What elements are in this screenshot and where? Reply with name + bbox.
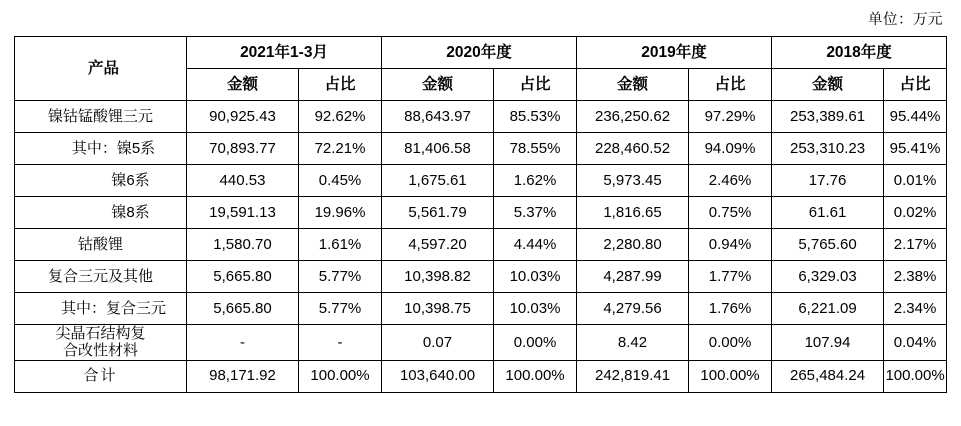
cell-ratio: 94.09% — [689, 133, 772, 165]
total-ratio: 100.00% — [884, 360, 947, 392]
cell-ratio: - — [299, 325, 382, 361]
cell-amount: 81,406.58 — [382, 133, 494, 165]
cell-amount: 236,250.62 — [577, 101, 689, 133]
row-label: 其中：镍5系 — [15, 133, 187, 165]
cell-ratio: 72.21% — [299, 133, 382, 165]
cell-amount: 440.53 — [187, 165, 299, 197]
total-ratio: 100.00% — [689, 360, 772, 392]
cell-amount: 5,665.80 — [187, 293, 299, 325]
cell-amount: 1,580.70 — [187, 229, 299, 261]
total-amount: 98,171.92 — [187, 360, 299, 392]
cell-amount: 0.07 — [382, 325, 494, 361]
cell-ratio: 5.77% — [299, 293, 382, 325]
cell-amount: 5,665.80 — [187, 261, 299, 293]
total-amount: 242,819.41 — [577, 360, 689, 392]
cell-ratio: 0.75% — [689, 197, 772, 229]
cell-amount: 70,893.77 — [187, 133, 299, 165]
header-amount-3: 金额 — [772, 69, 884, 101]
cell-amount: 6,329.03 — [772, 261, 884, 293]
cell-ratio: 0.04% — [884, 325, 947, 361]
cell-ratio: 95.44% — [884, 101, 947, 133]
cell-amount: 5,765.60 — [772, 229, 884, 261]
product-revenue-table — [14, 36, 947, 393]
cell-amount: 253,389.61 — [772, 101, 884, 133]
cell-ratio: 0.01% — [884, 165, 947, 197]
header-ratio-3: 占比 — [884, 69, 947, 101]
total-amount: 103,640.00 — [382, 360, 494, 392]
header-product-label: 产品 — [87, 59, 119, 77]
cell-amount: 6,221.09 — [772, 293, 884, 325]
cell-amount: 10,398.75 — [382, 293, 494, 325]
cell-ratio: 2.38% — [884, 261, 947, 293]
total-ratio: 100.00% — [494, 360, 577, 392]
cell-ratio: 0.00% — [689, 325, 772, 361]
table-row — [15, 165, 947, 197]
header-ratio-0: 占比 — [299, 69, 382, 101]
row-label: 镍钴锰酸锂三元 — [15, 101, 187, 133]
cell-amount: 1,675.61 — [382, 165, 494, 197]
cell-amount: 8.42 — [577, 325, 689, 361]
cell-amount: 4,279.56 — [577, 293, 689, 325]
cell-ratio: 92.62% — [299, 101, 382, 133]
cell-ratio: 78.55% — [494, 133, 577, 165]
header-row-periods — [15, 37, 947, 69]
cell-ratio: 10.03% — [494, 293, 577, 325]
header-period-1: 2020年度 — [382, 37, 577, 69]
cell-amount: 2,280.80 — [577, 229, 689, 261]
cell-ratio: 0.02% — [884, 197, 947, 229]
cell-ratio: 0.00% — [494, 325, 577, 361]
header-ratio-2: 占比 — [689, 69, 772, 101]
table-row — [15, 325, 947, 361]
financial-table-container — [14, 36, 946, 393]
cell-amount: - — [187, 325, 299, 361]
cell-amount: 19,591.13 — [187, 197, 299, 229]
cell-ratio: 2.34% — [884, 293, 947, 325]
table-row — [15, 229, 947, 261]
header-amount-2: 金额 — [577, 69, 689, 101]
cell-ratio: 97.29% — [689, 101, 772, 133]
cell-ratio: 5.37% — [494, 197, 577, 229]
cell-amount: 253,310.23 — [772, 133, 884, 165]
cell-ratio: 2.17% — [884, 229, 947, 261]
header-amount-1: 金额 — [382, 69, 494, 101]
table-row — [15, 261, 947, 293]
cell-amount: 17.76 — [772, 165, 884, 197]
cell-amount: 61.61 — [772, 197, 884, 229]
cell-ratio: 85.53% — [494, 101, 577, 133]
cell-amount: 5,561.79 — [382, 197, 494, 229]
header-period-2: 2019年度 — [577, 37, 772, 69]
table-row — [15, 133, 947, 165]
total-label: 合计 — [15, 360, 187, 392]
cell-ratio: 10.03% — [494, 261, 577, 293]
total-ratio: 100.00% — [299, 360, 382, 392]
cell-ratio: 0.45% — [299, 165, 382, 197]
row-label: 其中：复合三元 — [15, 293, 187, 325]
header-period-0: 2021年1-3月 — [187, 37, 382, 69]
cell-amount: 1,816.65 — [577, 197, 689, 229]
table-header — [15, 37, 947, 101]
cell-amount: 107.94 — [772, 325, 884, 361]
cell-amount: 88,643.97 — [382, 101, 494, 133]
row-label: 镍8系 — [15, 197, 187, 229]
cell-amount: 5,973.45 — [577, 165, 689, 197]
row-label: 镍6系 — [15, 165, 187, 197]
header-product — [15, 37, 187, 101]
header-amount-0: 金额 — [187, 69, 299, 101]
cell-ratio: 1.61% — [299, 229, 382, 261]
cell-ratio: 0.94% — [689, 229, 772, 261]
row-label: 钴酸锂 — [15, 229, 187, 261]
table-row — [15, 197, 947, 229]
table-row — [15, 101, 947, 133]
cell-ratio: 4.44% — [494, 229, 577, 261]
cell-amount: 228,460.52 — [577, 133, 689, 165]
row-label-line2: 合改性材料 — [62, 342, 138, 360]
cell-amount: 90,925.43 — [187, 101, 299, 133]
cell-ratio: 2.46% — [689, 165, 772, 197]
cell-ratio: 1.62% — [494, 165, 577, 197]
cell-ratio: 95.41% — [884, 133, 947, 165]
table-body — [15, 101, 947, 393]
header-period-3: 2018年度 — [772, 37, 947, 69]
cell-ratio: 19.96% — [299, 197, 382, 229]
table-total-row — [15, 360, 947, 392]
table-row — [15, 293, 947, 325]
unit-note: 单位：万元 — [868, 12, 943, 28]
header-ratio-1: 占比 — [494, 69, 577, 101]
row-label — [15, 325, 187, 361]
cell-ratio: 1.77% — [689, 261, 772, 293]
row-label-line1: 尖晶石结构复 — [55, 325, 146, 342]
cell-amount: 4,597.20 — [382, 229, 494, 261]
cell-amount: 4,287.99 — [577, 261, 689, 293]
total-amount: 265,484.24 — [772, 360, 884, 392]
cell-ratio: 5.77% — [299, 261, 382, 293]
cell-amount: 10,398.82 — [382, 261, 494, 293]
row-label: 复合三元及其他 — [15, 261, 187, 293]
cell-ratio: 1.76% — [689, 293, 772, 325]
